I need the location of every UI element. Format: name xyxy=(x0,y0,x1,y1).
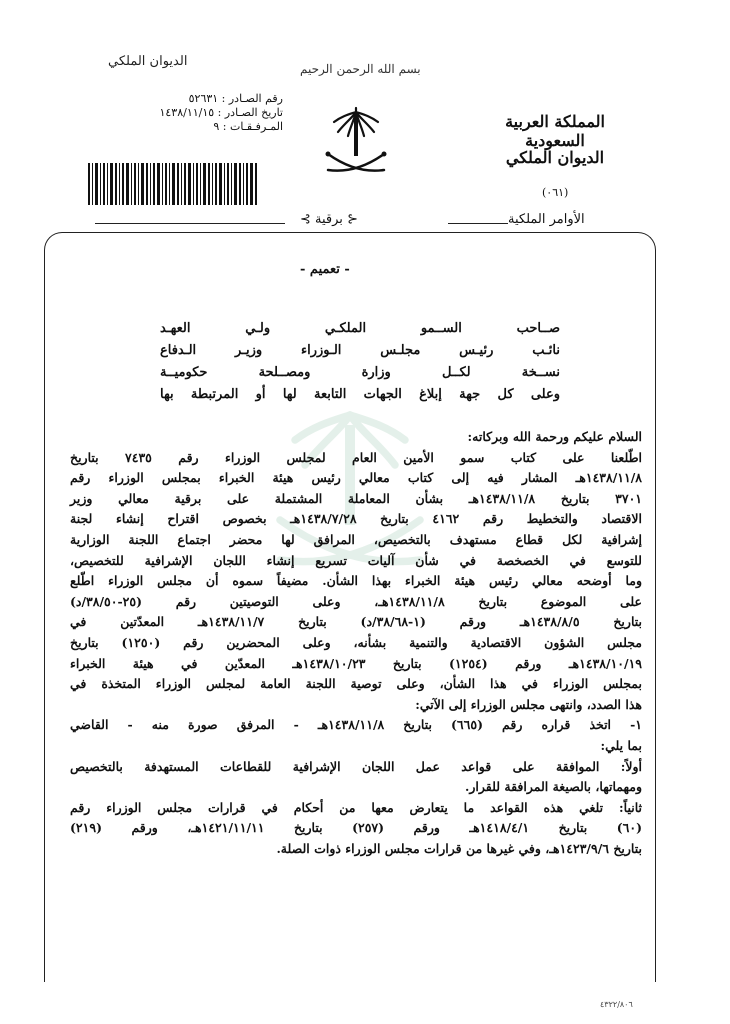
attachments-count: المـرفـقـات : ٩ xyxy=(213,120,283,133)
royal-court-name: الديوان الملكي xyxy=(505,148,605,167)
body-line: بما يلي: xyxy=(600,737,642,753)
greeting: السلام عليكم ورحمة الله وبركاته: xyxy=(467,429,642,444)
body-line: مجلس الشؤون الاقتصادية والتنمية بشأنه، وعلى المحضرين رقم (١٢٥٠) بتاريخ xyxy=(70,634,643,650)
body-line: بتاريخ ١٤٣٨/٨/٥هـ ورقم (١-٣٨/٦٨/د) بتاريخ ١٤٣٨/١١/٧هـ المعدّتين في xyxy=(70,614,643,630)
body-line: بمجلس الوزراء في هذا الشأن، وعلى توصية اللجنة العامة لمجلس الوزراء المتخذة في xyxy=(70,676,642,692)
recipient-line: صــاحب الســمو الملكـي ولـي العهـد xyxy=(160,321,560,336)
recipient-line: نائـب رئيـس مجلـس الـوزراء وزيـر الـدفاع xyxy=(160,343,560,358)
recipient-line: نســخة لكــل وزارة ومصــلحة حكوميــة xyxy=(160,365,560,380)
issue-metadata xyxy=(108,92,283,134)
body-line: بتاريخ ١٤٢٣/٩/٦هـ، وفي غيرها من قرارات مجلس الوزراء ذوات الصلة. xyxy=(276,840,642,856)
body-line: ١٤٣٨/١٠/١٩هـ ورقم (١٢٥٤) بتاريخ ١٤٣٨/١٠/٢٣هـ المعدّين في هيئة الخبراء xyxy=(70,655,642,671)
body-line: (٦٠) بتاريخ ١٤١٨/٤/١هـ ورقم (٢٥٧) بتاريخ ١٤٢١/١١/١١هـ، ورقم (٢١٩) xyxy=(70,820,642,836)
issue-number: رقم الصـادر : ٥٢٦٣١ xyxy=(188,92,283,105)
barcode xyxy=(88,163,258,205)
footer-code: ٤٣٢٢/٨٠٦ xyxy=(600,1000,633,1009)
body-line: وما أوضحه معالي رئيس هيئة الخبراء بهذا الشأن. مضيفاً سموه أن مجلس الوزراء اطّلع xyxy=(70,573,642,589)
body-line: على الموضوع بتاريخ ١٤٣٨/١١/٨هـ، وعلى التوصيتين رقم (٢٥-٣٨/٥٠/د) xyxy=(70,593,643,609)
body-line: هذا الصدد، وانتهى مجلس الوزراء إلى الآتي: xyxy=(415,696,642,712)
telegram-label xyxy=(300,212,358,227)
basmala: بسم الله الرحمن الرحيم xyxy=(300,62,421,76)
ornament-icon: ⊱ xyxy=(342,212,358,227)
body-line: للتوسع في الخصخصة في شأن آليات تسريع إنشاء اللجان الإشرافية للتخصيص، xyxy=(70,552,642,568)
reference-number: (٠٦١) xyxy=(542,186,569,199)
body-line: ٣٧٠١ بتاريخ ١٤٣٨/١١/٨هـ بشأن المعاملة المشتملة على برقية معالي وزير xyxy=(70,490,643,506)
body-line: اطّلعنا على كتاب سمو الأمين العام لمجلس الوزراء رقم ٧٤٣٥ بتاريخ xyxy=(70,449,642,465)
body-line: ثانياً: تلغي هذه القواعد ما يتعارض معها من أحكام في قرارات مجلس الوزراء رقم xyxy=(70,799,642,815)
recipient-line: وعلى كل جهة إبلاغ الجهات التابعة لها أو المرتبطة بها xyxy=(160,387,560,402)
body-line: ١- اتخذ قراره رقم (٦٦٥) بتاريخ ١٤٣٨/١١/٨هـ - المرفق صورة منه - القاضي xyxy=(70,717,642,733)
body-line: إشرافية لكل قطاع مستهدف بالتخصيص، المرافق لها محضر اجتماع اللجنة الوزارية xyxy=(70,531,642,547)
kingdom-name: المملكة العربية السعودية xyxy=(505,112,605,150)
body-line: ومهماتها، بالصيغة المرافقة للقرار. xyxy=(464,779,642,795)
royal-court-small-header: الديوان الملكي xyxy=(108,54,188,69)
telegram-text: برقية xyxy=(315,212,343,227)
header-rule-right xyxy=(448,223,508,224)
royal-orders-label: الأوامر الملكية xyxy=(508,212,585,227)
ornament-icon: ⊰ xyxy=(300,212,316,227)
issue-date: تاريخ الصـادر : ١٤٣٨/١١/١٥ xyxy=(159,106,283,119)
body-line: ١٤٣٨/١١/٨هـ المشار فيه إلى كتاب معالي رئيس هيئة الخبراء بمجلس الوزراء رقم xyxy=(70,470,642,486)
palm-swords-emblem-icon xyxy=(322,104,390,184)
body-line: الاقتصاد والتخطيط رقم ٤١٦٢ بتاريخ ١٤٣٨/٧/٢٨هـ بخصوص اقتراح إنشاء لجنة xyxy=(70,511,642,527)
header-rule-left xyxy=(95,223,285,224)
body-line: أولاً: الموافقة على قواعد عمل اللجان الإشرافية للقطاعات المستهدفة بالتخصيص xyxy=(70,758,642,774)
letter-body xyxy=(70,427,642,859)
recipients-block xyxy=(160,318,560,406)
circular-title: - تعميم - xyxy=(300,262,350,277)
